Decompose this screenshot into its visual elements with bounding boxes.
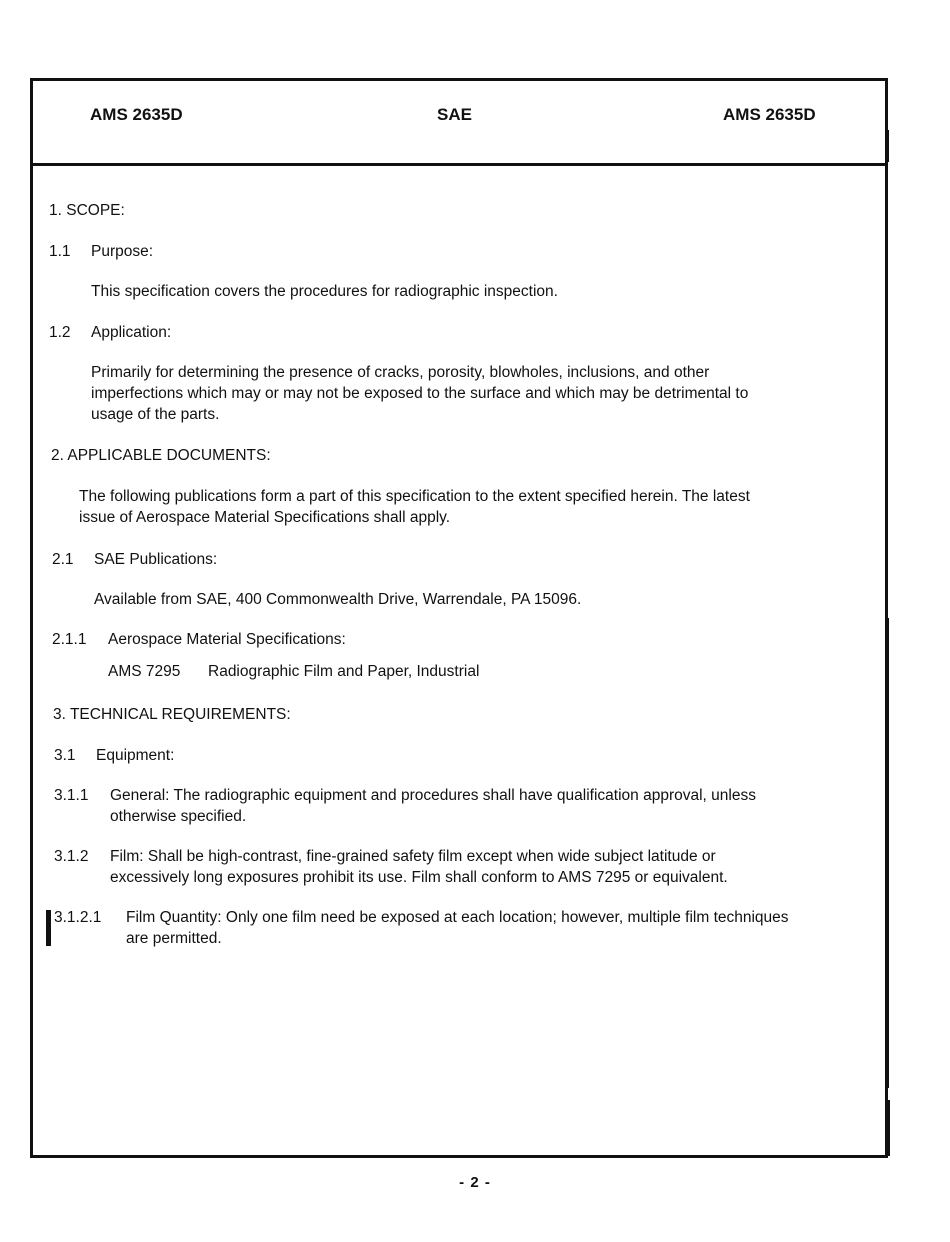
- section-3-1-2-1-number: 3.1.2.1: [54, 909, 102, 926]
- section-1-1-body: This specification covers the procedures for radiographic inspection.: [91, 283, 558, 300]
- section-1-2-body-line-2: imperfections which may or may not be exposed to the surface and which may be detrimental to: [91, 385, 749, 402]
- section-1-1-title: Purpose:: [91, 243, 154, 260]
- section-3-1-number: 3.1: [54, 747, 76, 764]
- change-bar-right-3: [888, 1100, 890, 1156]
- change-bar-right-2: [887, 618, 889, 1088]
- reference-ams-7295-title: Radiographic Film and Paper, Industrial: [208, 663, 480, 680]
- section-2-1-body: Available from SAE, 400 Commonwealth Drive, Warrendale, PA 15096.: [94, 591, 582, 608]
- section-3-heading: 3. TECHNICAL REQUIREMENTS:: [53, 706, 291, 723]
- section-1-2-title: Application:: [91, 324, 172, 341]
- section-3-1-2-1-line-2: are permitted.: [126, 930, 222, 947]
- section-3-1-title: Equipment:: [96, 747, 175, 764]
- header-rule: [30, 163, 888, 166]
- org-name: SAE: [437, 105, 472, 124]
- section-3-1-2-line-2: excessively long exposures prohibit its use. Film shall conform to AMS 7295 or equivalent.: [110, 869, 728, 886]
- section-3-1-2-line-1: Film: Shall be high-contrast, fine-grained safety film except when wide subject latitude or: [110, 848, 716, 865]
- section-3-1-1-number: 3.1.1: [54, 787, 89, 804]
- section-1-2-body-line-1: Primarily for determining the presence of cracks, porosity, blowholes, inclusions, and other: [91, 364, 710, 381]
- section-2-body-line-2: issue of Aerospace Material Specifications shall apply.: [79, 509, 451, 526]
- section-2-1-number: 2.1: [52, 551, 74, 568]
- doc-id-right: AMS 2635D: [723, 105, 816, 124]
- section-3-1-1-line-1: General: The radiographic equipment and procedures shall have qualification approval, unless: [110, 787, 756, 804]
- section-1-2-number: 1.2: [49, 324, 71, 341]
- section-2-1-1-number: 2.1.1: [52, 631, 87, 648]
- section-2-1-1-title: Aerospace Material Specifications:: [108, 631, 346, 648]
- section-3-1-1-line-2: otherwise specified.: [110, 808, 247, 825]
- section-3-1-2-1-line-1: Film Quantity: Only one film need be exposed at each location; however, multiple film techniques: [126, 909, 789, 926]
- reference-ams-7295-id: AMS 7295: [108, 663, 181, 680]
- section-1-heading: 1. SCOPE:: [49, 202, 125, 219]
- change-bar-left: [46, 910, 51, 946]
- section-2-heading: 2. APPLICABLE DOCUMENTS:: [51, 447, 271, 464]
- section-3-1-2-number: 3.1.2: [54, 848, 89, 865]
- page-frame: [30, 78, 888, 1158]
- change-bar-top-right: [886, 130, 889, 162]
- page-number: - 2 -: [459, 1174, 491, 1191]
- doc-id-left: AMS 2635D: [90, 105, 183, 124]
- section-1-1-number: 1.1: [49, 243, 71, 260]
- section-1-2-body-line-3: usage of the parts.: [91, 406, 220, 423]
- change-bar-right-1: [886, 570, 888, 606]
- section-2-1-title: SAE Publications:: [94, 551, 218, 568]
- section-2-body-line-1: The following publications form a part of this specification to the extent specified herein. The latest: [79, 488, 750, 505]
